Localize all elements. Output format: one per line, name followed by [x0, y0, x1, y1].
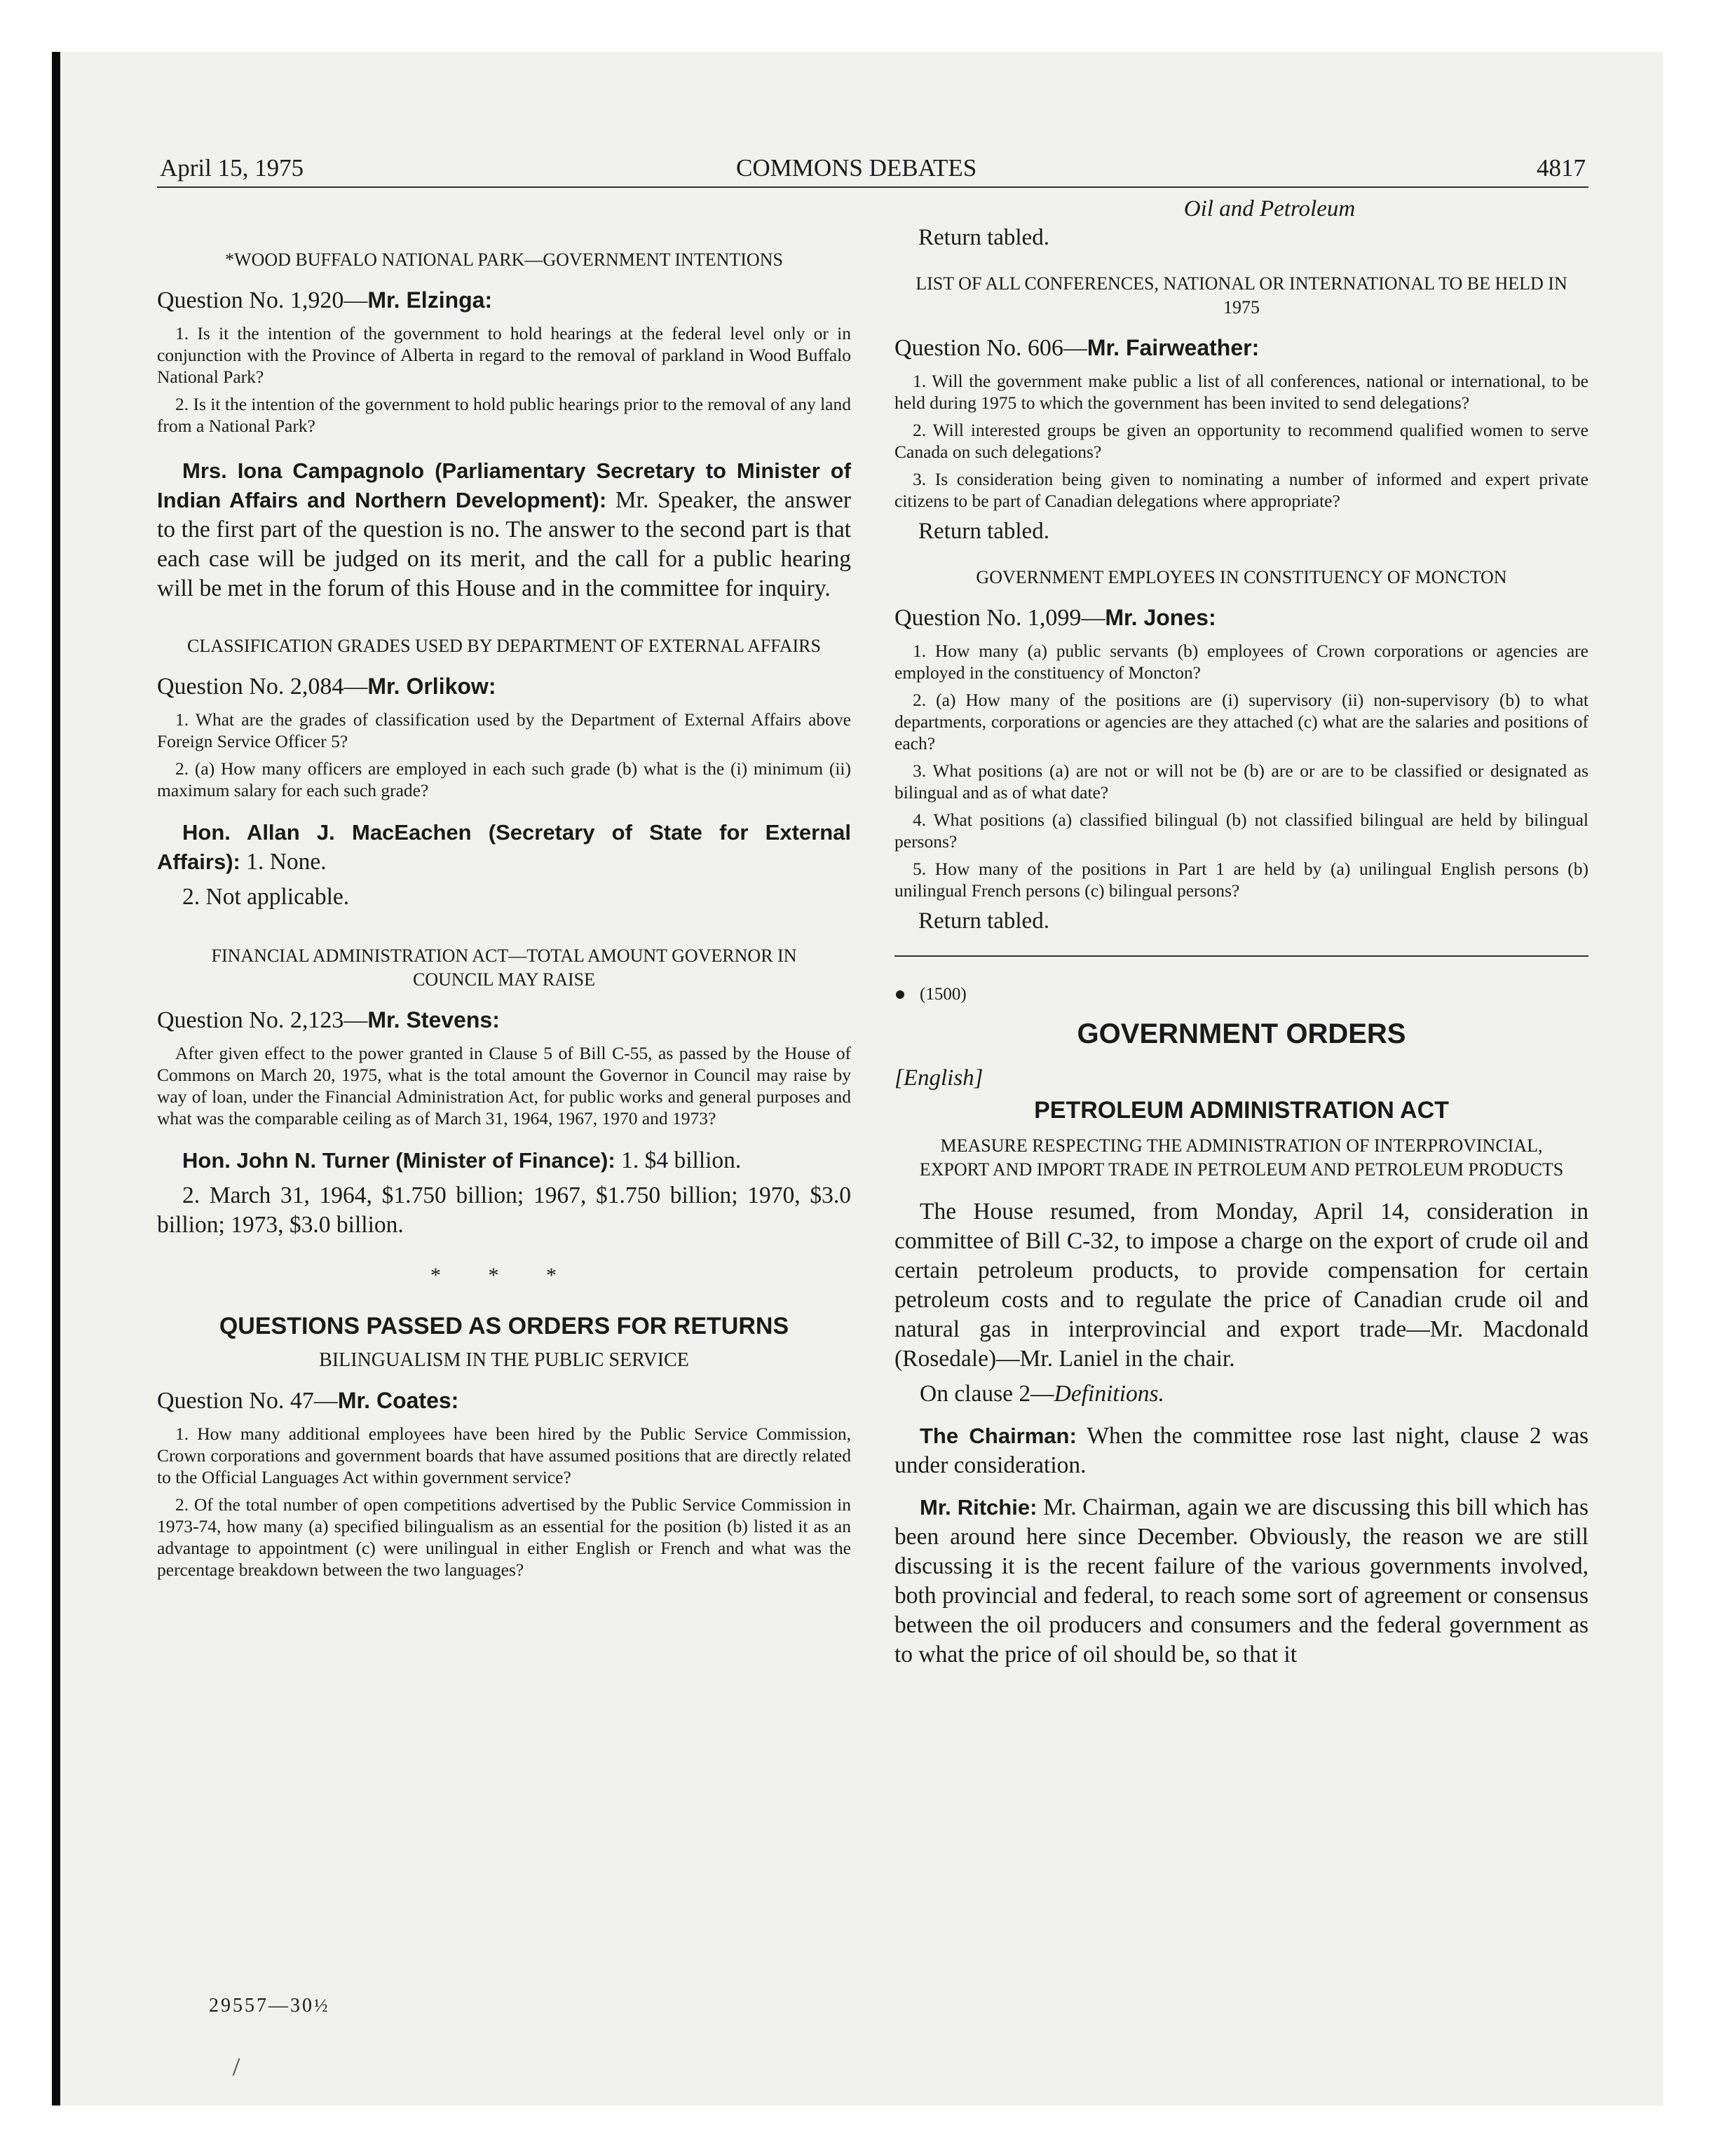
question-text: After given effect to the power granted in Clause 5 of Bill C-55, as passed by the House of Commons on March 20, 1975, what is the total amount the Governor in Council may raise by way of loan, under the Financial Administration Act, for public works and general purposes and what was the comparable ceiling as of March 31, 1964, 1967, 1970 and 1973?: [157, 1043, 851, 1128]
answer-text: 2. March 31, 1964, $1.750 billion; 1967, $1.750 billion; 1970, $3.0 billion; 1973, $3.0 billion.: [157, 1182, 851, 1238]
question-line: [894, 605, 1588, 632]
question-line: [157, 674, 851, 700]
left-column: [157, 202, 851, 1586]
section-separator: * * *: [430, 1264, 578, 1287]
question-text: 2. (a) How many of the positions are (i) supervisory (ii) non-supervisory (b) to what departments, corporations or agencies are they attached (c) what are the salaries and positions of each?: [894, 690, 1588, 753]
answer-speaker: Hon. Allan J. MacEachen (Secretary of State for External Affairs):: [157, 820, 851, 874]
question-text: 3. Is consideration being given to nominating a number of informed and expert private citizens to be part of Canadian delegations where appropriate?: [894, 469, 1588, 511]
question-line: [157, 1007, 851, 1034]
answer-text: 1. $4 billion.: [621, 1147, 742, 1173]
time-text: (1500): [920, 985, 967, 1004]
clause-line: [894, 1379, 1588, 1409]
answer-text: Mr. Speaker, the answer to the first part of the question is no. The answer to the second part is that each case will be judged on its merit, and the call for a public hearing will be met in the forum of this House and in the committee for inquiry.: [157, 487, 851, 601]
header-page-number: 4817: [1537, 154, 1586, 182]
binding-edge: [52, 52, 60, 2106]
question-text: 2. Will interested groups be given an opportunity to recommend qualified women to serve Canada on such delegations?: [894, 420, 1588, 462]
running-header: [157, 154, 1588, 184]
language-marker: [English]: [894, 1065, 984, 1091]
right-column: [894, 196, 1589, 1675]
answer-speaker: Mrs. Iona Campagnolo (Parliamentary Secretary to Minister of Indian Affairs and Northern Development):: [157, 458, 851, 512]
resumed-paragraph: The House resumed, from Monday, April 14, consideration in committee of Bill C-32, to impose a charge on the export of crude oil and certain petroleum products, to provide compensation for certain petroleum costs and to regulate the price of Canadian crude oil and natural gas in interprovincial and export trade—Mr. Macdonald (Rosedale)—Mr. Laniel in the chair.: [894, 1199, 1588, 1372]
question-text: 5. How many of the positions in Part 1 are held by (a) unilingual English persons (b) unilingual French persons (c) bilingual persons?: [894, 859, 1588, 901]
return-tabled: Return tabled.: [918, 519, 1049, 544]
question-text: 2. Of the total number of open competitions advertised by the Public Service Commission in 1973-74, how many (a) specified bilingualism as an essential for the position (b) listed it as an advantage to appointment (c) were unilingual in either English or French and what was the percentage breakdown between the two languages?: [157, 1494, 851, 1580]
question-member: Mr. Orlikow:: [367, 674, 496, 699]
government-orders-heading: GOVERNMENT ORDERS: [1077, 1018, 1406, 1049]
question-text: 2. Is it the intention of the government to hold public hearings prior to the removal of any land from a National Park?: [157, 394, 851, 436]
question-number: Question No. 2,123—: [157, 1007, 368, 1033]
print-code-fraction: ½: [314, 1995, 329, 2016]
return-tabled: Return tabled.: [918, 908, 1049, 934]
print-code-footer: [209, 1995, 329, 2017]
header-date: April 15, 1975: [160, 154, 304, 182]
question-number: Question No. 1,920—: [157, 287, 368, 313]
chairman-paragraph: [894, 1421, 1588, 1480]
clause-prefix: On clause 2—: [920, 1381, 1054, 1407]
bullet-icon: [896, 990, 904, 999]
act-title: PETROLEUM ADMINISTRATION ACT: [1034, 1097, 1449, 1124]
question-number: Question No. 47—: [157, 1388, 338, 1414]
section-title-financial-administration: FINANCIAL ADMINISTRATION ACT—TOTAL AMOUNT GOVERNOR IN COUNCIL MAY RAISE: [211, 946, 797, 990]
question-number: Question No. 1,099—: [894, 605, 1105, 631]
question-member: Mr. Coates:: [337, 1388, 459, 1413]
ritchie-speaker: Mr. Ritchie:: [920, 1495, 1037, 1520]
ritchie-text: Mr. Chairman, again we are discussing this bill which has been around here since December. Obviously, the reason we are still discussing it is the recent failure of the various governments involved, both provincial and federal, to reach some sort of agreement or consensus between the oil producers and consumers and the federal government as to what the price of oil should be, so that it: [894, 1494, 1589, 1667]
clause-name: Definitions.: [1054, 1381, 1164, 1407]
return-tabled: Return tabled.: [918, 225, 1049, 250]
question-member: Mr. Jones:: [1105, 605, 1216, 630]
answer-text: 1. None.: [246, 849, 327, 875]
answer-paragraph: [157, 1146, 851, 1175]
section-title-classification-grades: CLASSIFICATION GRADES USED BY DEPARTMENT OF EXTERNAL AFFAIRS: [187, 636, 821, 656]
section-title-wood-buffalo: *WOOD BUFFALO NATIONAL PARK—GOVERNMENT INTENTIONS: [225, 250, 783, 270]
chairman-text: When the committee rose last night, clause 2 was under consideration.: [894, 1423, 1588, 1478]
ritchie-paragraph: [894, 1493, 1588, 1670]
question-text: 1. How many (a) public servants (b) employees of Crown corporations or agencies are employed in the constituency of Moncton?: [894, 641, 1588, 683]
act-subtitle: MEASURE RESPECTING THE ADMINISTRATION OF INTERPROVINCIAL, EXPORT AND IMPORT TRADE IN PETROLEUM AND PETROLEUM PRODUCTS: [919, 1135, 1564, 1180]
question-member: Mr. Fairweather:: [1087, 335, 1260, 360]
section-title-conferences: LIST OF ALL CONFERENCES, NATIONAL OR INTERNATIONAL TO BE HELD IN 1975: [916, 273, 1567, 318]
print-code: 29557—30: [209, 1995, 314, 2017]
question-text: 1. What are the grades of classification used by the Department of External Affairs above Foreign Service Officer 5?: [157, 709, 851, 751]
section-title-bilingualism: BILINGUALISM IN THE PUBLIC SERVICE: [319, 1349, 689, 1371]
question-line: [157, 287, 851, 314]
question-text: 1. Is it the intention of the government to hold hearings at the federal level only or in conjunction with the Province of Alberta in regard to the removal of parkland in Wood Buffalo National Park?: [157, 323, 851, 387]
answer-paragraph: [157, 818, 851, 877]
question-text: 4. What positions (a) classified bilingual (b) not classified bilingual are held by bilingual persons?: [894, 810, 1588, 852]
answer-paragraph: [157, 456, 851, 603]
document-page: [157, 154, 1588, 2047]
question-text: 2. (a) How many officers are employed in each such grade (b) what is the (i) minimum (ii) maximum salary for each such grade?: [157, 758, 851, 800]
chairman-speaker: The Chairman:: [920, 1424, 1077, 1448]
section-rule: [894, 955, 1588, 957]
answer-speaker: Hon. John N. Turner (Minister of Finance):: [182, 1148, 615, 1173]
question-number: Question No. 606—: [894, 335, 1087, 361]
time-stamp: [894, 985, 1588, 1004]
answer-text: 2. Not applicable.: [182, 884, 350, 910]
question-number: Question No. 2,084—: [157, 674, 368, 700]
question-member: Mr. Stevens:: [367, 1007, 500, 1032]
question-text: 1. Will the government make public a list of all conferences, national or international, to be held during 1975 to which the government has been invited to send delegations?: [894, 371, 1588, 413]
section-title-moncton-employees: GOVERNMENT EMPLOYEES IN CONSTITUENCY OF MONCTON: [976, 567, 1507, 587]
section-heading-orders-for-returns: QUESTIONS PASSED AS ORDERS FOR RETURNS: [219, 1313, 789, 1339]
question-text: 3. What positions (a) are not or will not be (b) are or are to be classified or designated as bilingual and as of what date?: [894, 760, 1588, 803]
running-topic: Oil and Petroleum: [1183, 196, 1356, 221]
question-text: 1. How many additional employees have been hired by the Public Service Commission, Crown corporations and government boards that have assumed positions that are directly related to the Official Languages Act within government service?: [157, 1424, 851, 1487]
question-line: [157, 1388, 851, 1414]
header-title: COMMONS DEBATES: [736, 154, 977, 182]
question-line: [894, 335, 1588, 362]
header-rule: [157, 186, 1588, 188]
question-member: Mr. Elzinga:: [367, 287, 493, 313]
